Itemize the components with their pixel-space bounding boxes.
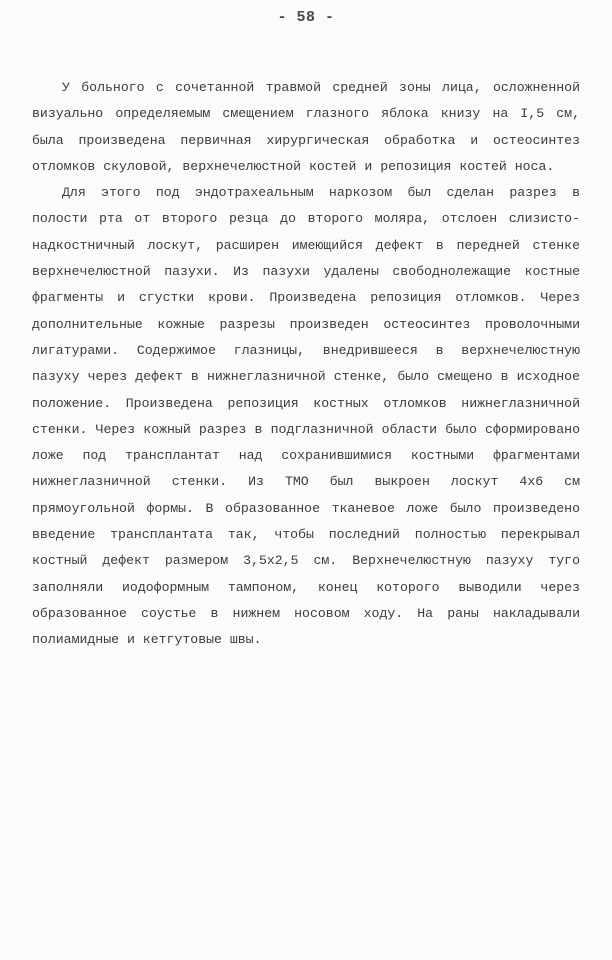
paragraph-1: У больного с сочетанной травмой средней зоны лица, осложненной визуально определяемым смещением глазного яблока книзу на I,5 см, была произведена первичная хирургическая обработка и остеосинтез отломков скуловой, верхнечелюстной костей и репозиция костей носа. [32,80,580,174]
body-text [32,75,580,654]
page-number: - 58 - [277,9,335,26]
paragraph-2: Для этого под эндотрахеальным наркозом был сделан разрез в полости рта от второго резца до второго моляра, отслоен слизисто-надкостничный лоскут, расширен имеющийся дефект в передней стенке верхнечелюстной пазухи. Из пазухи удалены свободнолежащие костные фрагменты и сгустки крови. Произведена репозиция отломков. Через дополнительные кожные разрезы произведен остеосинтез проволочными лигатурами. Содержимое глазницы, внедрившееся в верхнечелюстную пазуху через дефект в нижнеглазничной стенке, было смещено в исходное положение. Произведена репозиция костных отломков нижнеглазничной стенки. Через кожный разрез в подглазничной области было сформировано ложе под трансплантат над сохранившимися костными фрагментами нижнеглазничной стенки. Из ТМО был выкроен лоскут 4х6 см прямоугольной формы. В образованное тканевое ложе было произведено введение трансплантата так, чтобы последний полностью перекрывал костный дефект размером 3,5х2,5 см. Верхнечелюстную пазуху туго заполняли иодоформным тампоном, конец которого выводили через образованное соустье в нижнем носовом ходу. На раны накладывали полиамидные и кетгутовые швы. [32,185,580,648]
